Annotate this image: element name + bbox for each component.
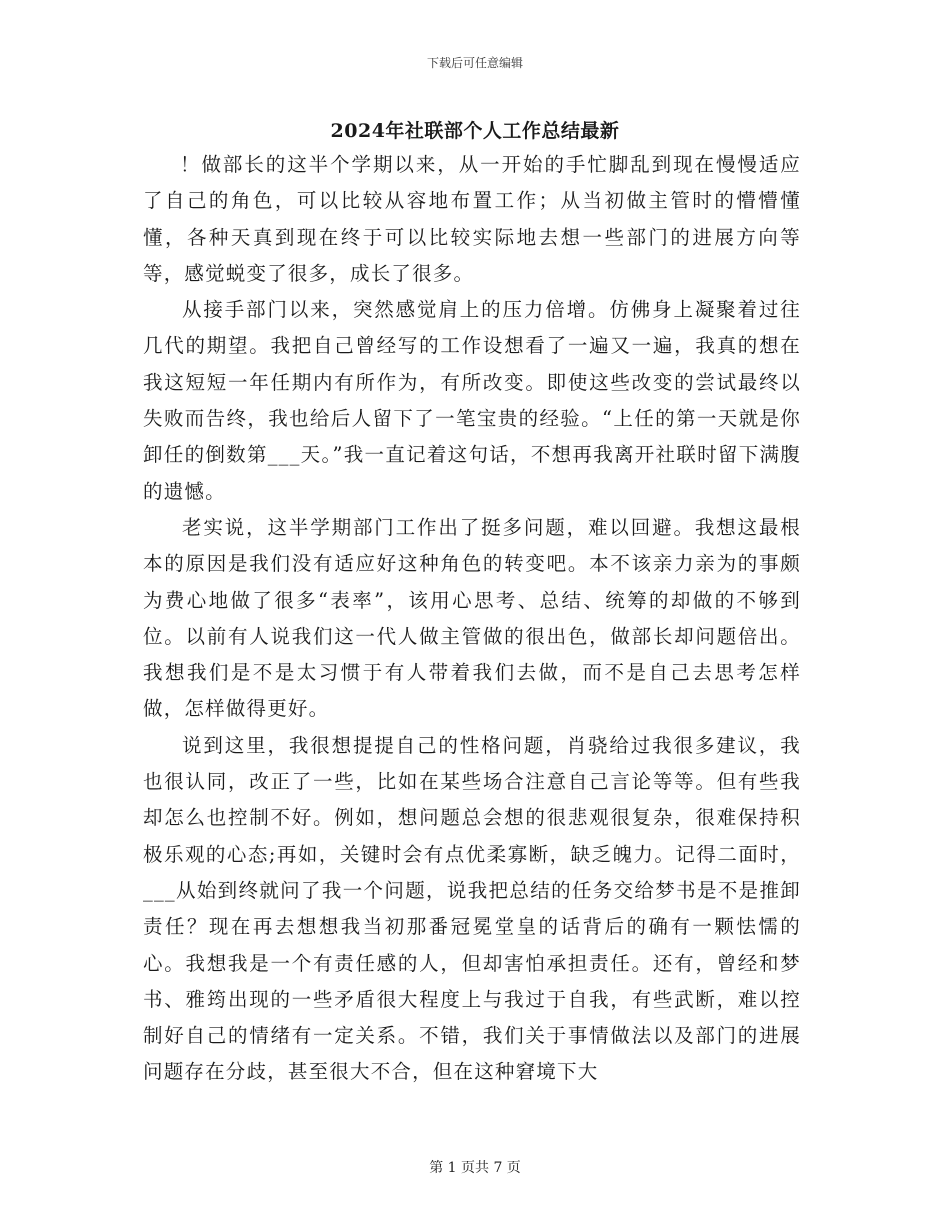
header-note: 下载后可任意编辑	[426, 56, 523, 70]
paragraph-1: ！做部长的这半个学期以来，从一开始的手忙脚乱到现在慢慢适应了自己的角色，可以比较从容地布置工作；从当初做主管时的懵懵懂懂，各种天真到现在终于可以比较实际地去想一些部门的进展方向等等，感觉蜕变了很多，成长了很多。	[143, 153, 801, 285]
document-title: 2024年社联部个人工作总结最新	[330, 120, 620, 142]
document-body	[143, 147, 801, 1091]
paragraph-2: 从接手部门以来，突然感觉肩上的压力倍增。仿佛身上凝聚着过往几代的期望。我把自己曾经写的工作设想看了一遍又一遍，我真的想在我这短短一年任期内有所作为，有所改变。即使这些改变的尝试最终以失败而告终，我也给后人留下了一笔宝贵的经验。“上任的第一天就是你卸任的倒数第___天。”我一直记着这句话，不想再我离开社联时留下满腹的遗憾。	[143, 298, 801, 503]
page-footer: 第 1 页共 7 页	[429, 1160, 521, 1176]
paragraph-4: 说到这里，我很想提提自己的性格问题，肖骁给过我很多建议，我也很认同，改正了一些，比如在某些场合注意自己言论等等。但有些我却怎么也控制不好。例如，想问题总会想的很悲观很复杂，很难保持积极乐观的心态;再如，关键时会有点优柔寡断，缺乏魄力。记得二面时，___从始到终就问了我一个问题，说我把总结的任务交给梦书是不是推卸责任？现在再去想想我当初那番冠冕堂皇的话背后的确有一颗怯懦的心。我想我是一个有责任感的人，但却害怕承担责任。还有，曾经和梦书、雅筠出现的一些矛盾很大程度上与我过于自我，有些武断，难以控制好自己的情绪有一定关系。不错，我们关于事情做法以及部门的进展问题存在分歧，甚至很大不合，但在这种窘境下大	[143, 733, 801, 1084]
paragraph-3: 老实说，这半学期部门工作出了挺多问题，难以回避。我想这最根本的原因是我们没有适应好这种角色的转变吧。本不该亲力亲为的事颇为费心地做了很多“表率”，该用心思考、总结、统筹的却做的不够到位。以前有人说我们这一代人做主管做的很出色，做部长却问题倍出。我想我们是不是太习惯于有人带着我们去做，而不是自己去思考怎样做，怎样做得更好。	[143, 515, 801, 721]
